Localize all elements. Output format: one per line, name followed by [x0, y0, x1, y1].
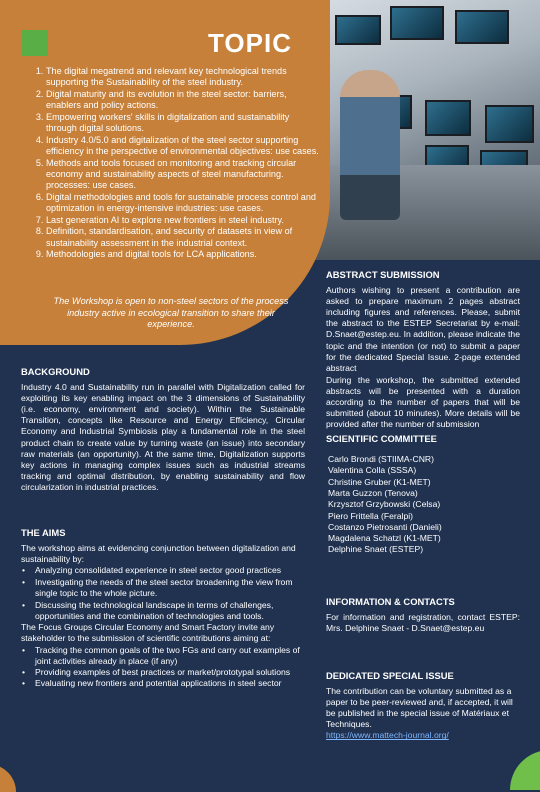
abstract-section: [326, 269, 520, 430]
aims-intro: The workshop aims at evidencing conjunction between digitalization and sustainability by:: [21, 543, 296, 565]
aims-item: • Tracking the common goals of the two FGs and carry out examples of joint activities already in place (if any): [35, 645, 305, 667]
committee-member: Valentina Colla (SSSA): [328, 465, 417, 476]
abstract-heading: ABSTRACT SUBMISSION: [326, 269, 440, 280]
contacts-text: For information and registration, contact ESTEP: Mrs. Delphine Snaet - D.Snaet@estep.eu: [326, 612, 520, 634]
committee-member: Carlo Brondi (STIIMA-CNR): [328, 454, 435, 465]
corner-decoration: [510, 750, 540, 790]
workshop-note: The Workshop is open to non-steel sectors of the process industry active in ecological transition to share their experience.: [53, 296, 289, 329]
topic-item: 2. Digital maturity and its evolution in the steel sector: barriers, enablers and policy actions.: [46, 89, 322, 111]
topic-item: 7. Last generation AI to explore new frontiers in steel industry.: [46, 215, 322, 226]
special-issue-heading: DEDICATED SPECIAL ISSUE: [326, 670, 454, 681]
committee-list: [326, 454, 520, 556]
committee-section: [326, 433, 520, 556]
aims-item: • Investigating the needs of the steel sector broadening the view from single topic to the whole picture.: [35, 577, 305, 600]
journal-link[interactable]: https://www.mattech-journal.org/: [326, 730, 449, 741]
topic-title: TOPIC: [208, 28, 292, 58]
aims-heading: THE AIMS: [21, 527, 66, 538]
aims-item: • Evaluating new frontiers and potential applications in steel sector: [35, 678, 305, 689]
special-issue-section: [326, 670, 520, 742]
topic-list: [28, 66, 322, 261]
topic-item: 5. Methods and tools focused on monitoring and tracking circular economy and sustainability aspects of steel manufacturing. processes: use cases.: [46, 158, 322, 192]
contacts-section: [326, 596, 520, 634]
aims-item: • Providing examples of best practices or market/prototypal solutions: [35, 667, 305, 678]
topic-item: 8. Definition, standardisation, and security of datasets in view of sustainability assessment in the industrial context.: [46, 226, 322, 248]
committee-member: Krzysztof Grzybowski (Celsa): [328, 499, 441, 510]
topic-item: 6. Digital methodologies and tools for sustainable process control and optimization in energy-intensive industries: use cases.: [46, 192, 322, 214]
background-section: [21, 366, 305, 493]
committee-member: Christine Gruber (K1-MET): [328, 476, 431, 487]
abstract-paragraph-1: Authors wishing to present a contribution are asked to prepare maximum 2 pages abstract including figures and references. Please, submit the abstract to the ESTEP Secretariat by e-mail: D.Snaet@estep.eu. In addition, please indicate the topic and the intention (or not) to submit a paper for the dedicated Special Issue. 2-page extended abstract: [326, 285, 520, 373]
topic-item: 1. The digital megatrend and relevant key technological trends supporting the Sustainability of the steel industry.: [46, 66, 322, 88]
committee-heading: SCIENTIFIC COMMITTEE: [326, 433, 437, 444]
aims-section: [21, 527, 305, 689]
background-text: Industry 4.0 and Sustainability run in parallel with Digitalization called for exploiting its key enabling impact on the 3 dimensions of Sustainability (i.e. economy, environment and society). Within the Sustainable Transition, concepts like Resource and Energy Efficiency, Circular Economy and Industrial Symbiosis play a fundamental role in the steel product chain to create value by turning waste (an issue) into secondary raw materials (an opportunity). At the same time, Digitalization supports key actions in managing complex issues such as industrial streams tracking and optimal distribution, by enabling sustainability and flow circularization in industrial practices.: [21, 382, 305, 492]
committee-member: Piero Frittella (Feralpi): [328, 510, 414, 521]
abstract-paragraph-2: During the workshop, the submitted extended abstracts will be presented with a duration according to the number of papers that will be submitted (about 10 minutes). More details will be provided after the number of submission: [326, 374, 520, 430]
aims-paragraph: The Focus Groups Circular Economy and Smart Factory invite any stakeholder to the submission of scientific contributions aiming at:: [21, 622, 275, 644]
aims-list-2: [21, 645, 305, 689]
topic-item: 4. Industry 4.0/5.0 and digitalization of the steel sector supporting efficiency in the perspective of environmental objectives: use cases.: [46, 135, 322, 157]
contacts-heading: INFORMATION & CONTACTS: [326, 596, 455, 607]
committee-member: Costanzo Pietrosanti (Danieli): [328, 521, 442, 532]
committee-member: Magdalena Schatzl (K1-MET): [328, 533, 441, 544]
aims-item: • Discussing the technological landscape in terms of challenges, opportunities and the combination of technologies and tools.: [35, 600, 305, 623]
corner-decoration-left: [0, 764, 16, 792]
logo-square: [22, 30, 48, 56]
aims-item: • Analyzing consolidated experience in steel sector good practices: [35, 565, 305, 576]
topic-item: 9. Methodologies and digital tools for LCA applications.: [46, 249, 322, 260]
committee-member: Marta Guzzon (Tenova): [328, 487, 418, 498]
control-room-photo: [315, 0, 540, 260]
committee-member: Delphine Snaet (ESTEP): [328, 544, 424, 555]
topic-item: 3. Empowering workers' skills in digitalization and sustainability through digital solutions.: [46, 112, 322, 134]
aims-list-1: [21, 565, 305, 622]
background-heading: BACKGROUND: [21, 366, 90, 377]
special-issue-text: The contribution can be voluntary submitted as a paper to be peer-reviewed and, if accepted, it will be published in the special issue of Matériaux et Techniques.: [326, 686, 513, 730]
